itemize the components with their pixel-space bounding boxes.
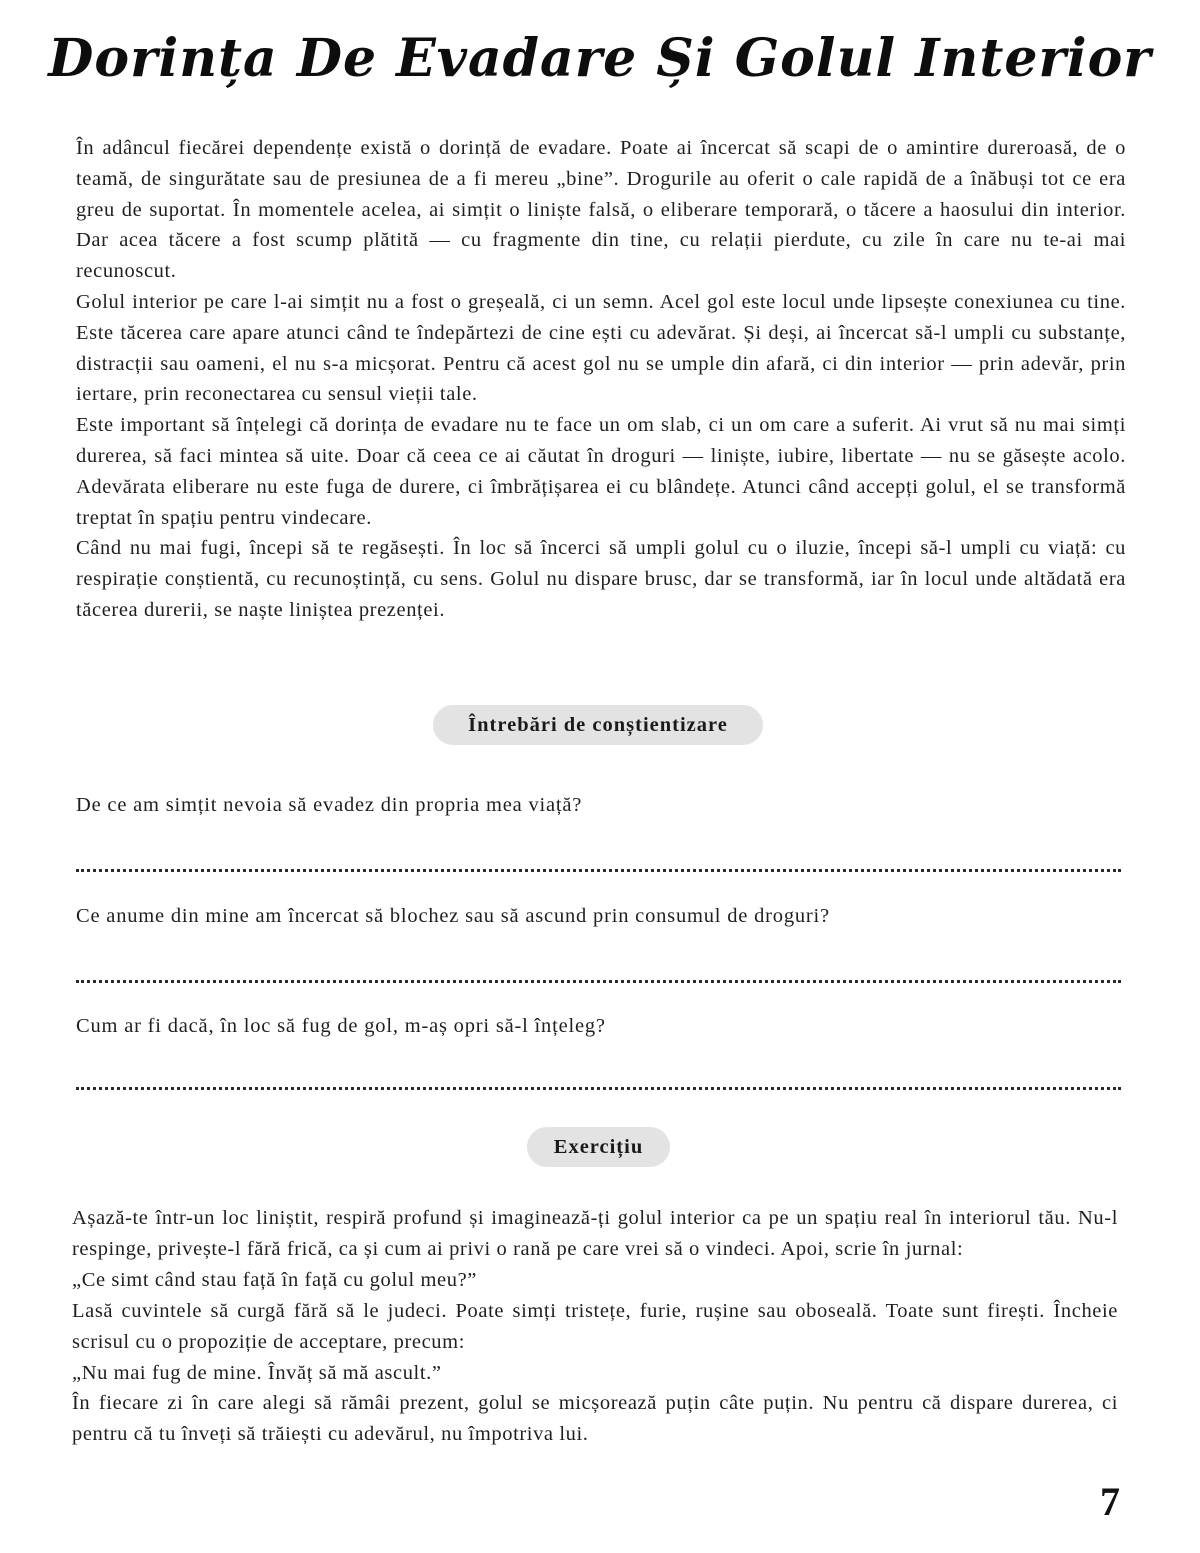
intro-paragraph: Golul interior pe care l-ai simțit nu a fost o greșeală, ci un semn. Acel gol este locul unde lipsește conexiunea cu tine. Este tăcerea care apare atunci când te îndepărtezi de cine ești cu adevărat. Și deși, ai încercat să-l umpli cu substanțe, distracții sau oameni, el nu s-a micșorat. Pentru că acest gol nu se umple din afară, ci din interior — prin adevăr, prin iertare, prin reconectarea cu sensul vieții tale. [76,290,1126,406]
exercise-quote: „Ce simt când stau față în față cu golul meu?” [72,1268,477,1291]
intro-text [76,133,1126,626]
intro-paragraph: Este important să înțelegi că dorința de evadare nu te face un om slab, ci un om care a suferit. Ai vrut să nu mai simți durerea, să faci mintea să uite. Doar că ceea ce ai căutat în droguri — liniște, iubire, libertate — nu se găsește acolo. Adevărata eliberare nu este fuga de durere, ci îmbrățișarea ei cu blândețe. Atunci când accepți golul, el se transformă treptat în spațiu pentru vindecare. [76,414,1126,529]
answer-line-3[interactable] [76,1087,1121,1090]
exercise-text [72,1203,1118,1450]
question-3: Cum ar fi dacă, în loc să fug de gol, m-aș opri să-l înțeleg? [76,1015,606,1037]
exercise-quote: „Nu mai fug de mine. Învăț să mă ascult.” [72,1361,442,1384]
intro-paragraph: Când nu mai fugi, începi să te regăsești. În loc să încerci să umpli golul cu o iluzie, începi să-l umpli cu viață: cu respirație conștientă, cu recunoștință, cu sens. Golul nu dispare brusc, dar se transformă, iar în locul unde altădată era tăcerea durerii, se naște liniștea prezenței. [76,537,1126,621]
exercise-paragraph: Așază-te într-un loc liniștit, respiră profund și imaginează-ți golul interior ca pe un spațiu real în interiorul tău. Nu-l respinge, privește-l fără frică, ca și cum ai privi o rană pe care vrei să o vindeci. Apoi, scrie în jurnal: [72,1207,1118,1260]
exercise-paragraph: Lasă cuvintele să curgă fără să le judeci. Poate simți tristețe, furie, rușine sau oboseală. Toate sunt firești. Încheie scrisul cu o propoziție de acceptare, precum: [72,1299,1118,1353]
intro-paragraph: În adâncul fiecărei dependențe există o dorință de evadare. Poate ai încercat să scapi de o amintire dureroasă, de o teamă, de singurătate sau de presiunea de a fi mereu „bine”. Drogurile au oferit o cale rapidă de a înăbuși tot ce era greu de suportat. În momentele acelea, ai simțit o liniște falsă, o eliberare temporară, o tăcere a haosului din interior. Dar acea tăcere a fost scump plătită — cu fragmente din tine, cu relații pierdute, cu zile în care nu te-ai mai recunoscut. [76,137,1126,283]
page-number: 7 [1100,1479,1120,1524]
questions-heading: Întrebări de conștientizare [433,705,763,745]
question-2: Ce anume din mine am încercat să blochez sau să ascund prin consumul de droguri? [76,905,830,927]
page-title: Dorința De Evadare Și Golul Interior [48,28,1152,89]
answer-line-1[interactable] [76,869,1121,872]
exercise-heading: Exercițiu [527,1127,670,1167]
question-1: De ce am simțit nevoia să evadez din propria mea viață? [76,794,583,816]
exercise-paragraph: În fiecare zi în care alegi să rămâi prezent, golul se micșorează puțin câte puțin. Nu pentru că dispare durerea, ci pentru că tu înveți să trăiești cu adevărul, nu împotriva lui. [72,1392,1118,1446]
answer-line-2[interactable] [76,980,1121,983]
